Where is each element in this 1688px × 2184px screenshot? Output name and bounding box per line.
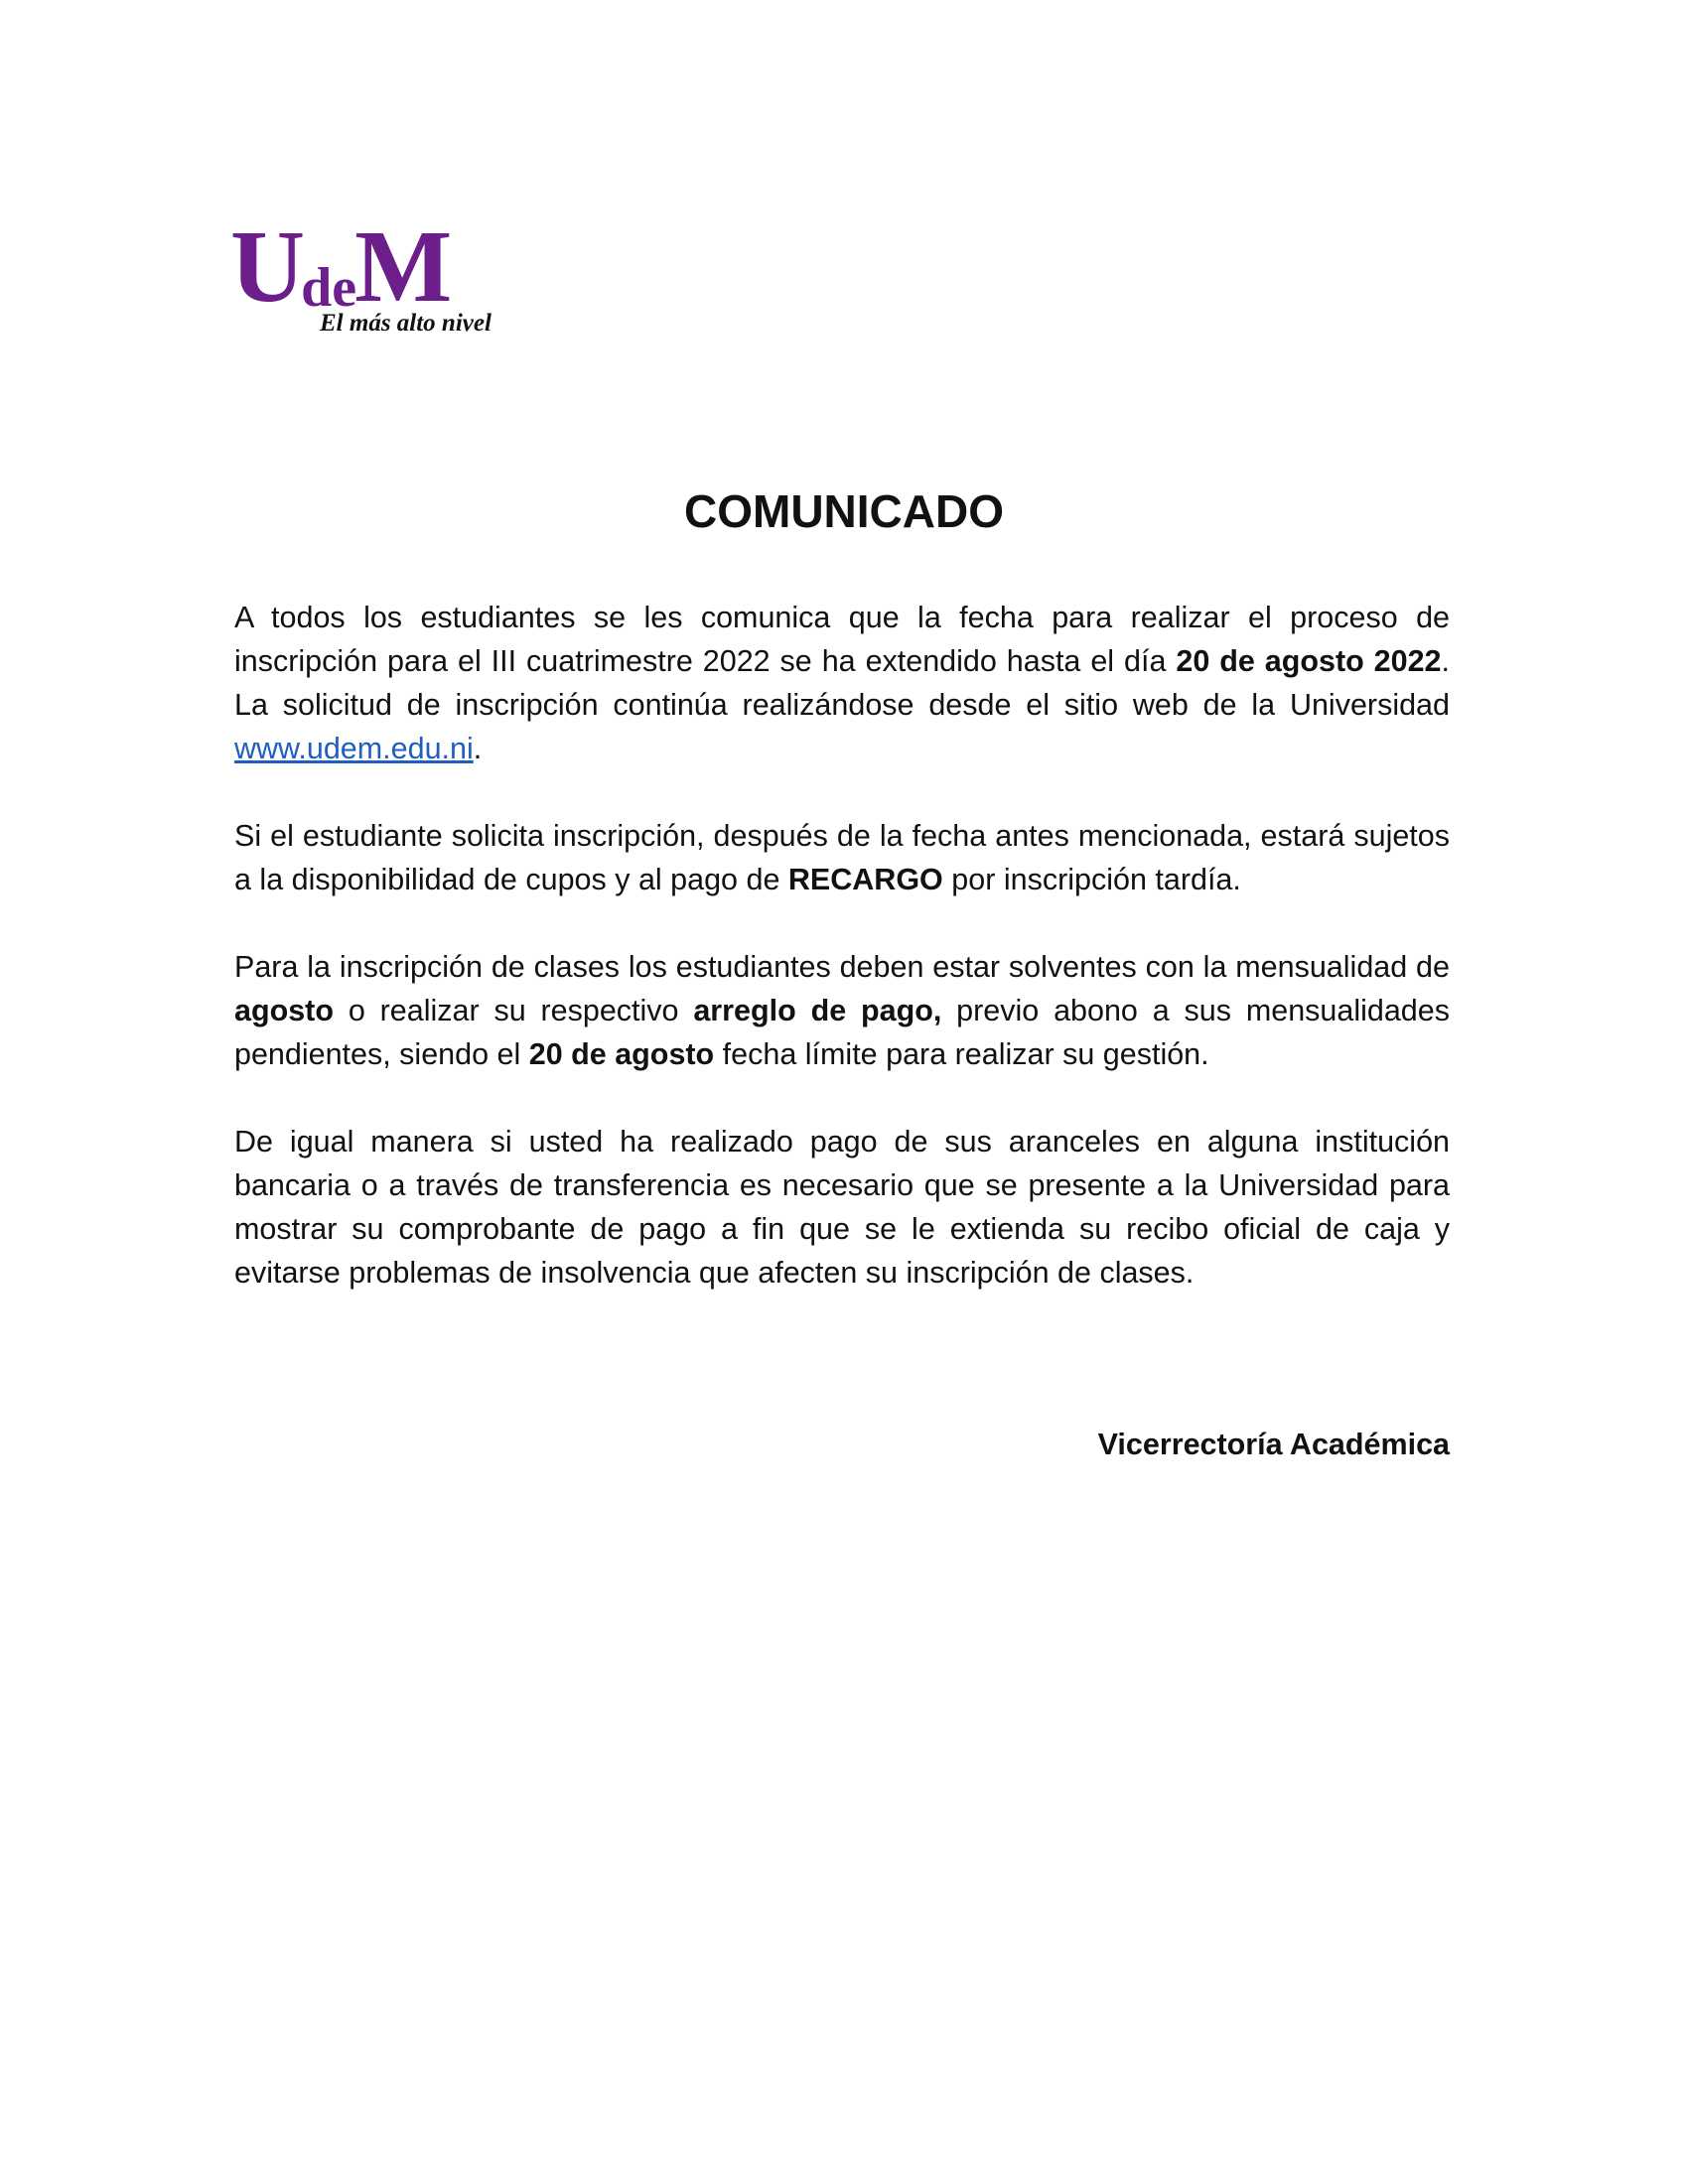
month-label: agosto [234, 994, 334, 1027]
logo-letter-m: M [354, 209, 453, 324]
signature: Vicerrectoría Académica [1097, 1428, 1450, 1461]
paragraph-extension [234, 596, 1450, 770]
paragraph-payment [234, 945, 1450, 1076]
deadline-date: 20 de agosto 2022 [1176, 644, 1442, 678]
logo-letter-u: U [230, 209, 306, 324]
logo-letters-de: de [301, 257, 357, 319]
document-body [234, 596, 1450, 1338]
paragraph-text: previo abono a sus mensualidades pendientes, siendo el [234, 994, 1450, 1071]
paragraph-text: . La solicitud de inscripción continúa realizándose desde el sitio web de la Universidad [234, 644, 1450, 722]
surcharge-label: RECARGO [787, 863, 943, 896]
udem-logo [230, 209, 528, 347]
paragraph-text: fecha límite para realizar su gestión. [714, 1037, 1209, 1071]
paragraph-text: Si el estudiante solicita inscripción, después de la fecha antes mencionada, estará sujetos a la disponibilidad de cupos y al pago de [234, 819, 1450, 896]
paragraph-text: o realizar su respectivo [333, 994, 694, 1027]
udem-logo-mark [230, 209, 453, 324]
university-website-link[interactable]: www.udem.edu.ni [234, 732, 474, 765]
paragraph-text: A todos los estudiantes se les comunica que la fecha para realizar el proceso de inscripción para el III cuatrimestre 2022 se ha extendido hasta el día [234, 601, 1450, 678]
paragraph-bank-payment: De igual manera si usted ha realizado pago de sus aranceles en alguna institución bancaria o a través de transferencia es necesario que se presente a la Universidad para mostrar su comprobante de pago a fin que se le extienda su recibo oficial de caja y evitarse problemas de insolvencia que afecten su inscripción de clases. [234, 1125, 1450, 1290]
paragraph-text: Para la inscripción de clases los estudiantes deben estar solventes con la mensualidad de [234, 950, 1450, 984]
document-title: COMUNICADO [684, 485, 1004, 537]
paragraph-late-registration [234, 814, 1450, 901]
paragraph-text: . [473, 732, 483, 765]
paragraph-text: por inscripción tardía. [942, 863, 1241, 896]
payment-arrangement-label: arreglo de pago, [693, 994, 942, 1027]
payment-deadline: 20 de agosto [528, 1037, 715, 1071]
logo-tagline: El más alto nivel [320, 310, 492, 337]
